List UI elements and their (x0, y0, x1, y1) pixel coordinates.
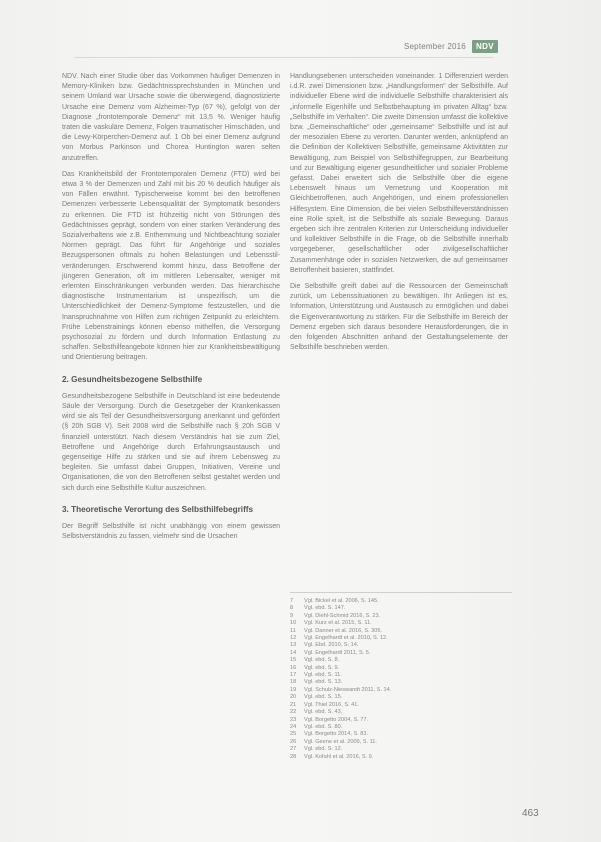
footnote-text: Vgl. Diehl-Schmid 2016, S. 23. (304, 612, 381, 619)
header-rule (74, 57, 494, 58)
footnote (290, 642, 512, 649)
footnote (290, 605, 512, 612)
footnote-number: 8 (290, 605, 294, 612)
footnote-text: Vgl. Borgetto 2014, S. 83. (304, 731, 369, 738)
footnote-number: 24 (290, 723, 297, 730)
footnote-number: 7 (290, 598, 294, 604)
footnote (290, 754, 512, 761)
footnote (290, 687, 512, 694)
footnote-text: Vgl. ebd. S. 13. (304, 679, 343, 686)
section-heading-2: 2. Gesundheitsbezogene Selbsthilfe (62, 374, 203, 384)
footnote (290, 665, 512, 672)
left-column (62, 72, 280, 548)
footnote-text: Vgl. Bickel et al. 2006, S. 145. (304, 598, 379, 604)
footnote-text: Vgl. Thiel 2016, S. 41. (304, 701, 359, 708)
footnote-text: Vgl. ebd. S. 11. (304, 672, 342, 679)
footnote-number: 14 (290, 649, 297, 656)
issue-date: September 2016 (404, 42, 466, 51)
footnote (290, 598, 512, 605)
footnote (290, 694, 512, 701)
footnote-number: 12 (290, 635, 297, 642)
footnote-text: Vgl. ebd. S. 8. (304, 657, 340, 664)
footnote (290, 679, 512, 686)
footnote (290, 650, 512, 657)
footnote-number: 15 (290, 657, 297, 664)
footnote-number: 25 (290, 731, 297, 738)
footnote-number: 16 (290, 664, 297, 671)
footnote-text: Vgl. ebd. S. 80. (304, 723, 343, 730)
footnote (290, 635, 512, 642)
footnote-text: Vgl. Borgetto 2004, S. 77. (304, 716, 369, 723)
footnote-number: 21 (290, 701, 297, 708)
footnote-number: 17 (290, 672, 297, 679)
footnote-text: Vgl. Ebd. 2010, S. 14. (304, 642, 359, 649)
footnote-number: 22 (290, 709, 297, 716)
footnote-text: Vgl. Engelhardt 2011, S. 5. (304, 649, 371, 656)
footnote-number: 10 (290, 620, 297, 627)
footnote-number: 23 (290, 716, 297, 723)
footnotes (290, 592, 512, 761)
footnote (290, 628, 512, 635)
right-column (290, 72, 508, 359)
footnote-number: 26 (290, 738, 297, 745)
footnote-number: 9 (290, 612, 294, 619)
footnote (290, 724, 512, 731)
footnote (290, 746, 512, 753)
footnote-text: Vgl. Geene et al. 2009, S. 11. (304, 738, 377, 745)
footnote-number: 20 (290, 694, 297, 701)
footnote (290, 717, 512, 724)
footnote-text: Vgl. Danner et al. 2016, S. 305. (304, 627, 383, 634)
footnote-text: Vgl. ebd. S. 15. (304, 694, 343, 701)
footnote-text: Vgl. Engelhardt et al. 2010, S. 12. (304, 635, 388, 642)
footnote (290, 709, 512, 716)
footnote-number: 13 (290, 642, 297, 649)
left-paragraph-3: Gesundheitsbezogene Selbsthilfe in Deutschland ist eine bedeutende Säule der Versorgung. Durch die Gesetzgeber der Krankenkassen wird sie als Teil der Gesundheitsversorgung anerkannt und gefördert (§ 20h SGB V). Seit 2008 wird die Selbsthilfe nach § 20h SGB V finanziell unterstützt. Nach diesem Verständnis hat sie zum Ziel, Betroffene und Angehörige durch Erfahrungsaustausch und gegenseitige Hilfe zu stärken und sie auf ihrem Lebensweg zu begleiten. Sie umfasst dabei Gruppen, Initiativen, Vereine und Organisationen, die von den Betroffenen selbst gestaltet werden und sich durch eine Selbsthilfe Kultur auszeichnen. (62, 392, 280, 492)
left-paragraph-1: NDV. Nach einer Studie über das Vorkommen häufiger Demenzen in Memory-Kliniken bzw. Gedächtnissprechstunden in München und seinem Umland war Ursache sowie die überwiegend, diagnostizierte Ursache eine Demenz vom Alzheimer-Typ (67 %), gefolgt von der Diagnose „frontotemporale Demenz“ mit 13,5 %. Weniger häufig traten die vaskuläre Demenz, Folgen traumatischer Hirnschäden, und die Lewy-Körperchen-Demenz auf. 1 Ob bei einer Demenz aufgrund von Morbus Parkinson und Chorea Huntington waren selten anzutreffen. (62, 73, 280, 162)
footnote-text: Vgl. Kurz et al. 2015, S. 11. (304, 620, 372, 627)
footnote-number: 11 (290, 627, 296, 634)
footnote (290, 657, 512, 664)
footnote-text: Vgl. ebd. S. 43. (304, 709, 343, 716)
left-paragraph-2: Das Krankheitsbild der Frontotemporalen Demenz (FTD) wird bei etwa 3 % der Demenzen und Zahl mit bis 20 % deutlich häufiger als von Fällen erwähnt. Typischerweise kommt bei den betroffenen Demenzen verbesserte Lebensqualität der Symptomatik besonders zu erkennen. Die FTD ist frühzeitig nicht von Störungen des Gedächtnisses geprägt, sondern von einer starken Veränderung des Sozialverhaltens wie z.B. Enthemmung und Nichtbeachtung sozialer Normen geprägt. Das führt für Angehörige und soziales Bezugspersonen oftmals zu hohen Belastungen und Lebensstil-veränderungen. Erschwerend kommt hinzu, dass Betroffene der jüngeren Generation, oft im mittleren Lebensalter, weniger mit erlernten Einschränkungen verbunden werden. Das hierarchische diagnostische Instrumentarium ist unspezifisch, um die Unterschiedlichkeit der Demenz-Symptome festzustellen, und die Inanspruchnahme von Hilfen zum richtigen Zeitpunkt zu erleichtern. Frühe Lebenstrainings können ebenso mithelfen, die Versorgung psychosozial zu fördern und durch Information Entlastung zu schaffen. Selbsthilfeangebote können hier zur Krankheitsbewältigung und Orientierung beitragen. (62, 170, 280, 362)
footnote-text: Vgl. Kofahl et al. 2016, S. 9. (304, 753, 374, 760)
footnote-number: 19 (290, 686, 297, 693)
section-heading-3: 3. Theoretische Verortung des Selbsthilfebegriffs (62, 504, 254, 514)
footnote (290, 731, 512, 738)
page-number: 463 (522, 808, 539, 819)
footnote-text: Vgl. ebd. S. 12. (304, 746, 343, 753)
left-paragraph-4: Der Begriff Selbsthilfe ist nicht unabhängig von einem gewissen Selbstverständnis zu fassen, vielmehr sind die Ursachen (62, 522, 280, 540)
right-paragraph-1: Handlungsebenen unterscheiden voneinander. 1 Differenziert werden i.d.R. zwei Dimensionen bzw. „Handlungsformen“ der Selbsthilfe. Auf individueller Ebene wird die individuelle Selbsthilfe charakterisiert als „informelle Eigenhilfe und Selbstbehauptung im privaten Alltag“ bzw. „Selbsthilfe im Verhalten“. Die zweite Dimension umfasst die kollektive bzw. „Gemeinschaftliche“ oder „gemeinsame“ Selbsthilfe und ist auf der mesozialen Ebene zu verorten. Darunter werden, anknüpfend an die Definition der Kollektiven Selbsthilfe, gemeinsame Aktivitäten zur Bewältigung, zum Beispiel von Selbsthilfegruppen, zur Bearbeitung und zur Bewältigung eigener gesundheitlicher und sozialer Probleme gefasst. Dabei erweitert sich die Selbsthilfe über die eigene Lebenswelt hinaus um Vernetzung und Kooperation mit Gleichbetroffenen, auch Angehörigen, und einem professionellen Hilfesystem. Eine Dimension, die bei vielen Selbsthilfeverständnissen eine Rolle spielt, ist die Selbsthilfe als soziale Bewegung. Daraus ergeben sich ihre zentralen Kriterien zur Unterscheidung individueller und kollektiver Selbsthilfe in die Frage, ob die Selbsthilfe innerhalb vorgegebener, gesellschaftlicher oder zivilgesellschaftlicher Zusammenhänge oder in sozialen Netzwerken, die auf gemeinsamer Betroffenheit basieren, stattfindet. (290, 73, 508, 274)
footnote (290, 672, 512, 679)
running-header (404, 40, 498, 53)
footnote (290, 620, 512, 627)
footnote-text: Vgl. ebd. S. 147. (304, 605, 346, 612)
footnote-number: 27 (290, 746, 297, 753)
footnote-text: Vgl. ebd. S. 9. (304, 664, 340, 671)
journal-logo: NDV (472, 40, 498, 53)
footnote-text: Vgl. Schulz-Nieswandt 2011, S. 14. (304, 686, 392, 693)
footnote (290, 613, 512, 620)
footnote-number: 18 (290, 679, 297, 686)
footnote (290, 739, 512, 746)
footnote (290, 702, 512, 709)
footnote-number: 28 (290, 753, 297, 760)
right-paragraph-2: Die Selbsthilfe greift dabei auf die Ressourcen der Gemeinschaft zurück, um Lebenssituationen zu bewältigen. Ihr Anliegen ist es, Information, Unterstützung und Austausch zu ermöglichen und dabei die Eigenverantwortung zu stärken. Für die Selbsthilfe im Bereich der Demenz ergeben sich daraus besondere Herausforderungen, die in den folgenden Abschnitten anhand der Gestaltungselemente der Selbsthilfe beschrieben werden. (290, 283, 508, 352)
